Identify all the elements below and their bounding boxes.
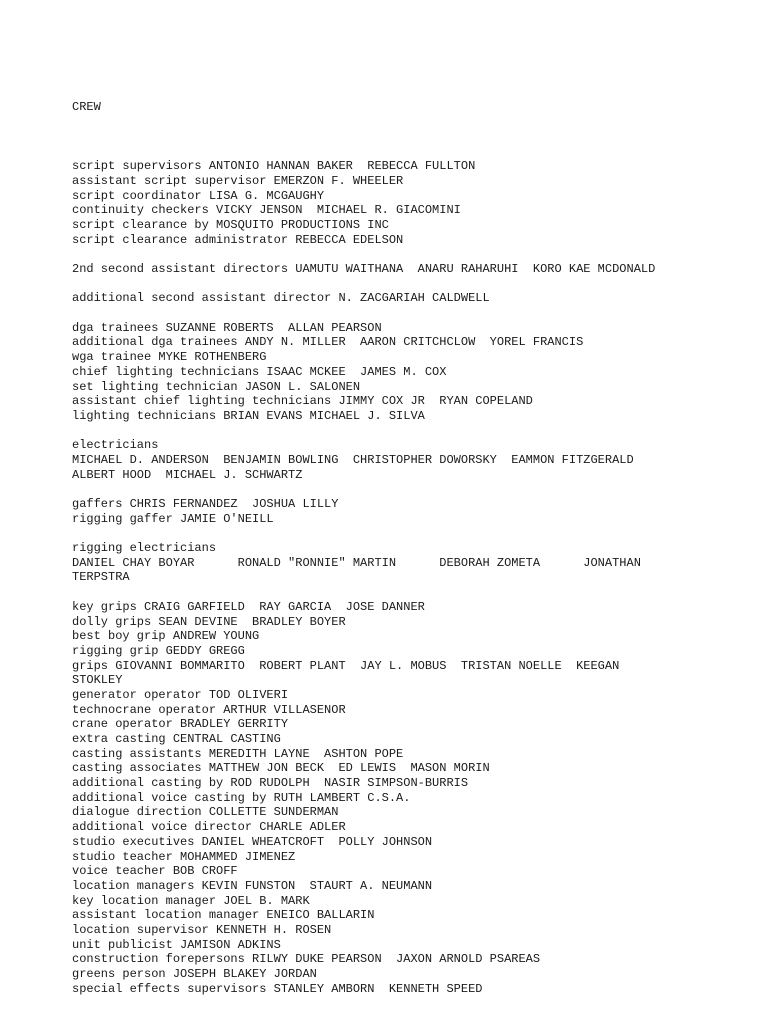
- credit-line: script coordinator LISA G. MCGAUGHY: [72, 188, 325, 203]
- block-spacer: [72, 482, 752, 497]
- credit-line: key location manager JOEL B. MARK: [72, 893, 310, 908]
- credit-line: assistant chief lighting technicians JIMMY COX JR RYAN COPELAND: [72, 394, 533, 409]
- block-spacer: [72, 247, 752, 262]
- credit-line: assistant location manager ENEICO BALLARIN: [72, 908, 375, 923]
- credit-line: MICHAEL D. ANDERSON BENJAMIN BOWLING CHRISTOPHER DOWORSKY EAMMON FITZGERALD: [72, 452, 634, 467]
- credit-line: additional voice casting by RUTH LAMBERT C.S.A.: [72, 790, 411, 805]
- block-spacer: [72, 585, 752, 600]
- credit-line: best boy grip ANDREW YOUNG: [72, 629, 260, 644]
- credit-line: lighting technicians BRIAN EVANS MICHAEL J. SILVA: [72, 408, 425, 423]
- block-spacer: [72, 424, 752, 439]
- credit-blocks: [72, 145, 752, 997]
- credit-line: construction forepersons RILWY DUKE PEARSON JAXON ARNOLD PSAREAS: [72, 952, 541, 967]
- credit-line: dga trainees SUZANNE ROBERTS ALLAN PEARSON: [72, 320, 382, 335]
- credit-line: script supervisors ANTONIO HANNAN BAKER REBECCA FULLTON: [72, 159, 476, 174]
- credit-line: set lighting technician JASON L. SALONEN: [72, 379, 361, 394]
- credit-block: [72, 159, 752, 247]
- credit-line: casting assistants MEREDITH LAYNE ASHTON POPE: [72, 746, 404, 761]
- credit-line: dialogue direction COLLETTE SUNDERMAN: [72, 805, 339, 820]
- credit-line: studio executives DANIEL WHEATCROFT POLLY JOHNSON: [72, 834, 433, 849]
- credit-line: additional voice director CHARLE ADLER: [72, 820, 346, 835]
- credit-line: electricians: [72, 438, 159, 453]
- credit-line: extra casting CENTRAL CASTING: [72, 732, 281, 746]
- credit-line: studio teacher MOHAMMED JIMENEZ: [72, 849, 296, 864]
- credit-line: crane operator BRADLEY GERRITY: [72, 717, 289, 732]
- credit-block: [72, 291, 752, 306]
- credit-line: additional second assistant director N. ZACGARIAH CALDWELL: [72, 291, 490, 306]
- credit-line: continuity checkers VICKY JENSON MICHAEL R. GIACOMINI: [72, 203, 461, 218]
- credit-line: additional casting by ROD RUDOLPH NASIR SIMPSON-BURRIS: [72, 776, 469, 791]
- credit-line: rigging grip GEDDY GREGG: [72, 643, 245, 658]
- block-spacer: [72, 277, 752, 292]
- credit-line: voice teacher BOB CROFF: [72, 864, 238, 879]
- credit-line: grips GIOVANNI BOMMARITO ROBERT PLANT JAY L. MOBUS TRISTAN NOELLE KEEGAN: [72, 658, 620, 673]
- credit-line: TERPSTRA: [72, 570, 130, 585]
- section-heading: CREW: [72, 100, 101, 115]
- credit-line: rigging electricians: [72, 541, 217, 556]
- credit-line: location supervisor KENNETH H. ROSEN: [72, 922, 332, 937]
- credit-block: [72, 438, 752, 482]
- credit-line: key grips CRAIG GARFIELD RAY GARCIA JOSE DANNER: [72, 599, 425, 614]
- credit-line: STOKLEY: [72, 673, 123, 688]
- credit-line: gaffers CHRIS FERNANDEZ JOSHUA LILLY: [72, 497, 339, 511]
- credit-line: chief lighting technicians ISAAC MCKEE JAMES M. COX: [72, 364, 447, 379]
- credit-line: 2nd second assistant directors UAMUTU WAITHANA ANARU RAHARUHI KORO KAE MCDONALD: [72, 262, 656, 276]
- block-spacer: [72, 526, 752, 541]
- block-spacer: [72, 306, 752, 321]
- credit-line: rigging gaffer JAMIE O'NEILL: [72, 511, 274, 526]
- credit-block: [72, 541, 752, 585]
- credit-block: [72, 262, 752, 277]
- credit-block: [72, 600, 752, 997]
- credit-line: assistant script supervisor EMERZON F. WHEELER: [72, 173, 404, 188]
- credit-line: additional dga trainees ANDY N. MILLER AARON CRITCHCLOW YOREL FRANCIS: [72, 335, 584, 350]
- credit-line: greens person JOSEPH BLAKEY JORDAN: [72, 967, 317, 981]
- credit-line: generator operator TOD OLIVERI: [72, 687, 289, 702]
- credit-line: ALBERT HOOD MICHAEL J. SCHWARTZ: [72, 467, 303, 482]
- credit-line: unit publicist JAMISON ADKINS: [72, 937, 281, 952]
- credit-line: DANIEL CHAY BOYAR RONALD "RONNIE" MARTIN DEBORAH ZOMETA JONATHAN: [72, 555, 641, 570]
- credit-line: wga trainee MYKE ROTHENBERG: [72, 350, 267, 365]
- credit-line: script clearance by MOSQUITO PRODUCTIONS INC: [72, 217, 389, 232]
- credit-block: [72, 321, 752, 424]
- credit-line: technocrane operator ARTHUR VILLASENOR: [72, 702, 346, 717]
- credit-line: casting associates MATTHEW JON BECK ED LEWIS MASON MORIN: [72, 761, 490, 776]
- credit-line: location managers KEVIN FUNSTON STAURT A. NEUMANN: [72, 878, 433, 893]
- block-spacer: [72, 145, 752, 160]
- credits-page: [72, 71, 752, 1011]
- credit-line: special effects supervisors STANLEY AMBORN KENNETH SPEED: [72, 981, 483, 996]
- credit-block: [72, 497, 752, 526]
- credit-line: dolly grips SEAN DEVINE BRADLEY BOYER: [72, 614, 346, 629]
- credit-line: script clearance administrator REBECCA EDELSON: [72, 232, 404, 247]
